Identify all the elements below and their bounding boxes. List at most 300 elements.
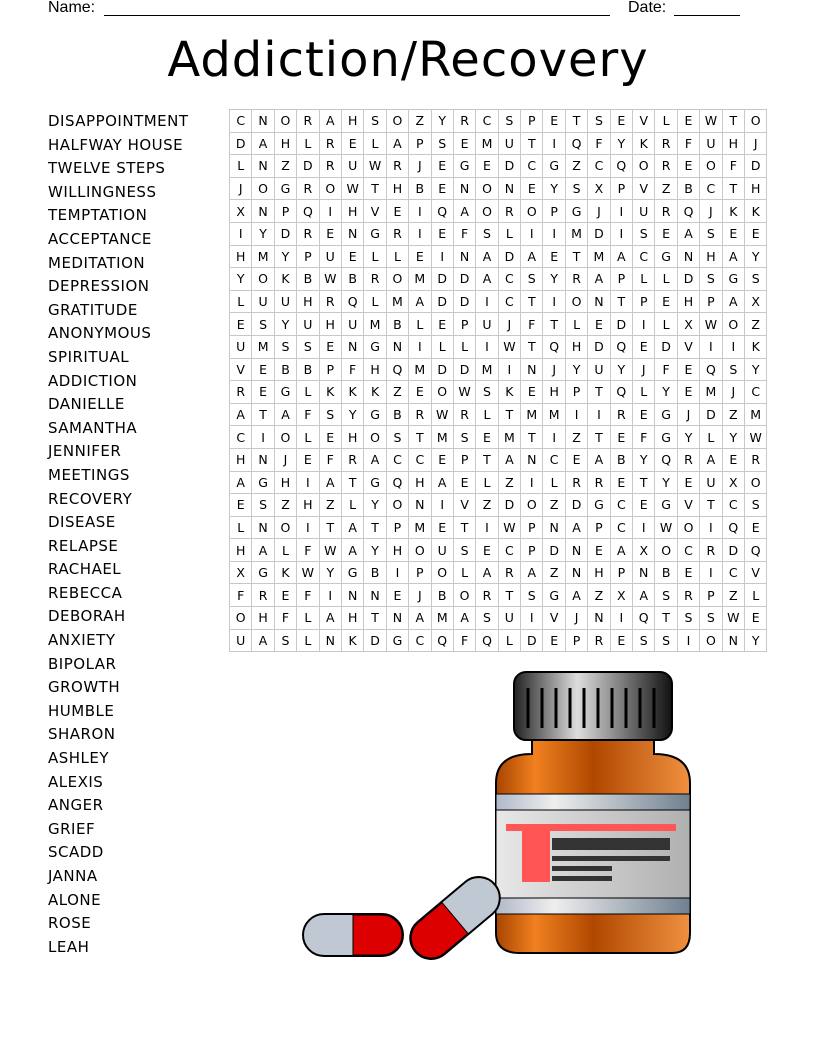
grid-cell[interactable]: V: [677, 335, 699, 358]
grid-cell[interactable]: W: [431, 403, 453, 426]
grid-cell[interactable]: K: [633, 132, 655, 155]
grid-cell[interactable]: C: [700, 177, 722, 200]
grid-cell[interactable]: E: [744, 222, 766, 245]
grid-cell[interactable]: F: [453, 222, 475, 245]
grid-cell[interactable]: Y: [744, 629, 766, 652]
grid-cell[interactable]: D: [274, 222, 296, 245]
grid-cell[interactable]: E: [677, 155, 699, 178]
grid-cell[interactable]: G: [252, 471, 274, 494]
grid-cell[interactable]: O: [386, 494, 408, 517]
grid-cell[interactable]: R: [319, 290, 341, 313]
grid-cell[interactable]: W: [453, 381, 475, 404]
grid-cell[interactable]: I: [386, 561, 408, 584]
grid-cell[interactable]: L: [498, 629, 520, 652]
grid-cell[interactable]: S: [633, 629, 655, 652]
grid-cell[interactable]: R: [252, 584, 274, 607]
grid-cell[interactable]: L: [274, 539, 296, 562]
grid-cell[interactable]: Z: [543, 561, 565, 584]
grid-cell[interactable]: V: [677, 494, 699, 517]
grid-cell[interactable]: Q: [386, 471, 408, 494]
grid-cell[interactable]: B: [297, 358, 319, 381]
grid-cell[interactable]: N: [252, 110, 274, 133]
grid-cell[interactable]: L: [386, 245, 408, 268]
grid-cell[interactable]: A: [341, 516, 363, 539]
grid-cell[interactable]: O: [386, 268, 408, 291]
grid-cell[interactable]: N: [364, 584, 386, 607]
grid-cell[interactable]: I: [319, 200, 341, 223]
grid-cell[interactable]: J: [700, 200, 722, 223]
grid-cell[interactable]: U: [476, 313, 498, 336]
grid-cell[interactable]: S: [565, 177, 587, 200]
grid-cell[interactable]: A: [230, 403, 252, 426]
grid-cell[interactable]: M: [409, 358, 431, 381]
grid-cell[interactable]: G: [453, 155, 475, 178]
grid-cell[interactable]: S: [252, 313, 274, 336]
grid-cell[interactable]: A: [610, 539, 632, 562]
grid-cell[interactable]: M: [700, 381, 722, 404]
grid-cell[interactable]: Y: [744, 358, 766, 381]
grid-cell[interactable]: Y: [431, 110, 453, 133]
grid-cell[interactable]: W: [498, 335, 520, 358]
grid-cell[interactable]: S: [274, 335, 296, 358]
grid-cell[interactable]: D: [543, 539, 565, 562]
grid-cell[interactable]: E: [476, 539, 498, 562]
grid-cell[interactable]: O: [230, 607, 252, 630]
grid-cell[interactable]: A: [252, 132, 274, 155]
date-field[interactable]: [674, 15, 740, 16]
grid-cell[interactable]: N: [521, 358, 543, 381]
grid-cell[interactable]: T: [610, 290, 632, 313]
grid-cell[interactable]: P: [409, 561, 431, 584]
grid-cell[interactable]: E: [319, 222, 341, 245]
grid-cell[interactable]: D: [744, 155, 766, 178]
grid-cell[interactable]: H: [700, 245, 722, 268]
grid-cell[interactable]: P: [319, 358, 341, 381]
grid-cell[interactable]: L: [565, 313, 587, 336]
grid-cell[interactable]: G: [588, 494, 610, 517]
grid-cell[interactable]: T: [319, 516, 341, 539]
grid-cell[interactable]: I: [543, 132, 565, 155]
grid-cell[interactable]: I: [700, 516, 722, 539]
grid-cell[interactable]: O: [386, 110, 408, 133]
grid-cell[interactable]: S: [297, 335, 319, 358]
grid-cell[interactable]: G: [655, 426, 677, 449]
grid-cell[interactable]: S: [453, 539, 475, 562]
grid-cell[interactable]: N: [633, 561, 655, 584]
grid-cell[interactable]: A: [677, 222, 699, 245]
grid-cell[interactable]: I: [521, 607, 543, 630]
grid-cell[interactable]: F: [633, 426, 655, 449]
grid-cell[interactable]: P: [610, 561, 632, 584]
grid-cell[interactable]: C: [498, 268, 520, 291]
grid-cell[interactable]: E: [633, 335, 655, 358]
grid-cell[interactable]: U: [498, 607, 520, 630]
grid-cell[interactable]: R: [297, 110, 319, 133]
grid-cell[interactable]: C: [409, 448, 431, 471]
grid-cell[interactable]: F: [230, 584, 252, 607]
grid-cell[interactable]: G: [364, 335, 386, 358]
grid-cell[interactable]: R: [655, 155, 677, 178]
grid-cell[interactable]: W: [744, 426, 766, 449]
grid-cell[interactable]: A: [476, 561, 498, 584]
grid-cell[interactable]: E: [655, 222, 677, 245]
grid-cell[interactable]: M: [431, 607, 453, 630]
grid-cell[interactable]: R: [409, 403, 431, 426]
grid-cell[interactable]: O: [252, 268, 274, 291]
grid-cell[interactable]: O: [476, 200, 498, 223]
grid-cell[interactable]: D: [655, 335, 677, 358]
grid-cell[interactable]: U: [700, 132, 722, 155]
grid-cell[interactable]: H: [252, 607, 274, 630]
grid-cell[interactable]: R: [677, 448, 699, 471]
grid-cell[interactable]: O: [722, 313, 744, 336]
grid-cell[interactable]: E: [476, 155, 498, 178]
grid-cell[interactable]: R: [588, 629, 610, 652]
grid-cell[interactable]: G: [364, 403, 386, 426]
grid-cell[interactable]: P: [565, 629, 587, 652]
grid-cell[interactable]: J: [409, 155, 431, 178]
grid-cell[interactable]: F: [297, 539, 319, 562]
grid-cell[interactable]: B: [677, 177, 699, 200]
grid-cell[interactable]: E: [230, 313, 252, 336]
grid-cell[interactable]: A: [409, 290, 431, 313]
grid-cell[interactable]: G: [655, 494, 677, 517]
grid-cell[interactable]: E: [744, 607, 766, 630]
grid-cell[interactable]: L: [297, 381, 319, 404]
grid-cell[interactable]: R: [297, 222, 319, 245]
grid-cell[interactable]: U: [319, 245, 341, 268]
grid-cell[interactable]: N: [565, 561, 587, 584]
grid-cell[interactable]: G: [274, 177, 296, 200]
grid-cell[interactable]: D: [431, 290, 453, 313]
grid-cell[interactable]: T: [521, 132, 543, 155]
grid-cell[interactable]: E: [722, 222, 744, 245]
grid-cell[interactable]: S: [386, 426, 408, 449]
grid-cell[interactable]: A: [588, 268, 610, 291]
grid-cell[interactable]: R: [386, 222, 408, 245]
grid-cell[interactable]: U: [230, 629, 252, 652]
grid-cell[interactable]: M: [409, 516, 431, 539]
grid-cell[interactable]: N: [341, 222, 363, 245]
grid-cell[interactable]: S: [521, 268, 543, 291]
grid-cell[interactable]: H: [341, 426, 363, 449]
grid-cell[interactable]: Z: [274, 155, 296, 178]
grid-cell[interactable]: C: [610, 516, 632, 539]
grid-cell[interactable]: L: [409, 313, 431, 336]
grid-cell[interactable]: E: [431, 177, 453, 200]
grid-cell[interactable]: I: [476, 335, 498, 358]
grid-cell[interactable]: P: [610, 177, 632, 200]
grid-cell[interactable]: S: [274, 629, 296, 652]
grid-cell[interactable]: U: [341, 155, 363, 178]
grid-cell[interactable]: Y: [364, 494, 386, 517]
grid-cell[interactable]: L: [498, 222, 520, 245]
grid-cell[interactable]: L: [476, 471, 498, 494]
grid-cell[interactable]: C: [498, 290, 520, 313]
grid-cell[interactable]: J: [409, 584, 431, 607]
grid-cell[interactable]: Z: [655, 177, 677, 200]
grid-cell[interactable]: G: [364, 222, 386, 245]
grid-cell[interactable]: Q: [543, 335, 565, 358]
grid-cell[interactable]: W: [655, 516, 677, 539]
grid-cell[interactable]: E: [610, 629, 632, 652]
grid-cell[interactable]: L: [700, 426, 722, 449]
grid-cell[interactable]: L: [431, 335, 453, 358]
grid-cell[interactable]: O: [274, 426, 296, 449]
grid-cell[interactable]: M: [364, 313, 386, 336]
grid-cell[interactable]: A: [453, 200, 475, 223]
grid-cell[interactable]: Q: [722, 516, 744, 539]
grid-cell[interactable]: H: [274, 132, 296, 155]
grid-cell[interactable]: L: [297, 132, 319, 155]
grid-cell[interactable]: G: [274, 381, 296, 404]
grid-cell[interactable]: S: [744, 268, 766, 291]
grid-cell[interactable]: C: [588, 155, 610, 178]
grid-cell[interactable]: N: [386, 335, 408, 358]
grid-cell[interactable]: T: [588, 381, 610, 404]
grid-cell[interactable]: E: [431, 155, 453, 178]
grid-cell[interactable]: T: [655, 607, 677, 630]
grid-cell[interactable]: L: [453, 561, 475, 584]
grid-cell[interactable]: A: [453, 607, 475, 630]
grid-cell[interactable]: Y: [655, 381, 677, 404]
grid-cell[interactable]: I: [431, 494, 453, 517]
grid-cell[interactable]: O: [744, 110, 766, 133]
grid-cell[interactable]: M: [252, 335, 274, 358]
grid-cell[interactable]: Y: [274, 313, 296, 336]
grid-cell[interactable]: E: [341, 245, 363, 268]
grid-cell[interactable]: A: [386, 132, 408, 155]
grid-cell[interactable]: F: [319, 448, 341, 471]
grid-cell[interactable]: T: [498, 403, 520, 426]
grid-cell[interactable]: M: [565, 222, 587, 245]
grid-cell[interactable]: B: [431, 584, 453, 607]
grid-cell[interactable]: A: [610, 245, 632, 268]
grid-cell[interactable]: T: [453, 516, 475, 539]
grid-cell[interactable]: E: [319, 335, 341, 358]
grid-cell[interactable]: E: [610, 471, 632, 494]
grid-cell[interactable]: I: [476, 290, 498, 313]
grid-cell[interactable]: O: [677, 516, 699, 539]
grid-cell[interactable]: K: [341, 381, 363, 404]
grid-cell[interactable]: L: [364, 132, 386, 155]
grid-cell[interactable]: H: [565, 335, 587, 358]
grid-cell[interactable]: T: [588, 426, 610, 449]
grid-cell[interactable]: G: [543, 155, 565, 178]
name-field[interactable]: [104, 15, 610, 16]
grid-cell[interactable]: T: [341, 471, 363, 494]
grid-cell[interactable]: N: [252, 448, 274, 471]
grid-cell[interactable]: Z: [319, 494, 341, 517]
grid-cell[interactable]: Y: [744, 245, 766, 268]
grid-cell[interactable]: I: [297, 516, 319, 539]
grid-cell[interactable]: Q: [431, 629, 453, 652]
grid-cell[interactable]: N: [341, 335, 363, 358]
grid-cell[interactable]: P: [543, 200, 565, 223]
grid-cell[interactable]: O: [364, 426, 386, 449]
grid-cell[interactable]: V: [744, 561, 766, 584]
grid-cell[interactable]: O: [521, 200, 543, 223]
grid-cell[interactable]: J: [274, 448, 296, 471]
grid-cell[interactable]: L: [655, 268, 677, 291]
grid-cell[interactable]: R: [498, 561, 520, 584]
grid-cell[interactable]: J: [498, 313, 520, 336]
grid-cell[interactable]: U: [588, 358, 610, 381]
grid-cell[interactable]: E: [431, 448, 453, 471]
grid-cell[interactable]: E: [543, 629, 565, 652]
grid-cell[interactable]: D: [453, 268, 475, 291]
grid-cell[interactable]: D: [677, 268, 699, 291]
grid-cell[interactable]: S: [476, 607, 498, 630]
grid-cell[interactable]: C: [498, 539, 520, 562]
grid-cell[interactable]: J: [588, 200, 610, 223]
grid-cell[interactable]: Y: [655, 471, 677, 494]
grid-cell[interactable]: H: [409, 471, 431, 494]
grid-cell[interactable]: C: [230, 426, 252, 449]
grid-cell[interactable]: O: [744, 471, 766, 494]
grid-cell[interactable]: P: [521, 539, 543, 562]
grid-cell[interactable]: E: [431, 516, 453, 539]
grid-cell[interactable]: I: [543, 222, 565, 245]
grid-cell[interactable]: T: [565, 245, 587, 268]
grid-cell[interactable]: U: [633, 200, 655, 223]
grid-cell[interactable]: T: [409, 426, 431, 449]
grid-cell[interactable]: U: [431, 539, 453, 562]
grid-cell[interactable]: L: [476, 403, 498, 426]
grid-cell[interactable]: G: [364, 471, 386, 494]
grid-cell[interactable]: E: [588, 539, 610, 562]
grid-cell[interactable]: D: [498, 245, 520, 268]
grid-cell[interactable]: R: [655, 132, 677, 155]
grid-cell[interactable]: E: [341, 132, 363, 155]
grid-cell[interactable]: H: [386, 539, 408, 562]
grid-cell[interactable]: A: [431, 471, 453, 494]
grid-cell[interactable]: K: [364, 381, 386, 404]
grid-cell[interactable]: A: [364, 448, 386, 471]
grid-cell[interactable]: E: [431, 222, 453, 245]
grid-cell[interactable]: Q: [476, 629, 498, 652]
grid-cell[interactable]: E: [319, 426, 341, 449]
grid-cell[interactable]: P: [700, 290, 722, 313]
grid-cell[interactable]: H: [386, 177, 408, 200]
grid-cell[interactable]: E: [633, 403, 655, 426]
grid-cell[interactable]: A: [521, 561, 543, 584]
grid-cell[interactable]: Q: [744, 539, 766, 562]
grid-cell[interactable]: E: [543, 245, 565, 268]
grid-cell[interactable]: U: [341, 313, 363, 336]
grid-cell[interactable]: H: [341, 110, 363, 133]
grid-cell[interactable]: I: [633, 516, 655, 539]
grid-cell[interactable]: E: [744, 516, 766, 539]
grid-cell[interactable]: N: [588, 607, 610, 630]
grid-cell[interactable]: W: [341, 177, 363, 200]
grid-cell[interactable]: I: [700, 335, 722, 358]
grid-cell[interactable]: Y: [565, 358, 587, 381]
grid-cell[interactable]: R: [498, 200, 520, 223]
grid-cell[interactable]: J: [565, 607, 587, 630]
grid-cell[interactable]: O: [633, 155, 655, 178]
grid-cell[interactable]: L: [655, 313, 677, 336]
grid-cell[interactable]: E: [677, 381, 699, 404]
grid-cell[interactable]: Z: [722, 403, 744, 426]
grid-cell[interactable]: S: [453, 426, 475, 449]
grid-cell[interactable]: O: [409, 539, 431, 562]
grid-cell[interactable]: S: [633, 222, 655, 245]
grid-cell[interactable]: C: [722, 561, 744, 584]
grid-cell[interactable]: X: [588, 177, 610, 200]
grid-cell[interactable]: R: [297, 177, 319, 200]
grid-cell[interactable]: S: [655, 584, 677, 607]
grid-cell[interactable]: J: [744, 132, 766, 155]
grid-cell[interactable]: L: [230, 155, 252, 178]
grid-cell[interactable]: A: [700, 448, 722, 471]
grid-cell[interactable]: T: [498, 584, 520, 607]
grid-cell[interactable]: T: [722, 110, 744, 133]
grid-cell[interactable]: D: [588, 222, 610, 245]
grid-cell[interactable]: R: [319, 155, 341, 178]
grid-cell[interactable]: H: [319, 313, 341, 336]
grid-cell[interactable]: H: [744, 177, 766, 200]
grid-cell[interactable]: A: [230, 471, 252, 494]
grid-cell[interactable]: D: [297, 155, 319, 178]
grid-cell[interactable]: D: [565, 494, 587, 517]
grid-cell[interactable]: N: [341, 584, 363, 607]
grid-cell[interactable]: E: [521, 177, 543, 200]
grid-cell[interactable]: I: [543, 426, 565, 449]
grid-cell[interactable]: O: [655, 539, 677, 562]
grid-cell[interactable]: B: [655, 561, 677, 584]
grid-cell[interactable]: K: [274, 561, 296, 584]
grid-cell[interactable]: C: [409, 629, 431, 652]
grid-cell[interactable]: D: [588, 335, 610, 358]
grid-cell[interactable]: I: [633, 313, 655, 336]
grid-cell[interactable]: R: [341, 448, 363, 471]
grid-cell[interactable]: Q: [565, 132, 587, 155]
grid-cell[interactable]: S: [431, 132, 453, 155]
grid-cell[interactable]: H: [297, 494, 319, 517]
grid-cell[interactable]: D: [431, 358, 453, 381]
grid-cell[interactable]: I: [498, 358, 520, 381]
grid-cell[interactable]: D: [431, 268, 453, 291]
grid-cell[interactable]: L: [655, 110, 677, 133]
grid-cell[interactable]: I: [588, 403, 610, 426]
grid-cell[interactable]: R: [319, 132, 341, 155]
grid-cell[interactable]: P: [633, 290, 655, 313]
grid-cell[interactable]: L: [230, 516, 252, 539]
grid-cell[interactable]: P: [521, 110, 543, 133]
grid-cell[interactable]: Q: [700, 358, 722, 381]
grid-cell[interactable]: I: [521, 471, 543, 494]
grid-cell[interactable]: V: [453, 494, 475, 517]
grid-cell[interactable]: I: [610, 607, 632, 630]
grid-cell[interactable]: O: [274, 516, 296, 539]
grid-cell[interactable]: A: [722, 245, 744, 268]
grid-cell[interactable]: U: [274, 290, 296, 313]
grid-cell[interactable]: N: [565, 539, 587, 562]
grid-cell[interactable]: N: [252, 200, 274, 223]
grid-cell[interactable]: F: [453, 629, 475, 652]
grid-cell[interactable]: E: [409, 381, 431, 404]
grid-cell[interactable]: P: [453, 448, 475, 471]
grid-cell[interactable]: Y: [252, 222, 274, 245]
grid-cell[interactable]: P: [588, 516, 610, 539]
grid-cell[interactable]: C: [722, 494, 744, 517]
grid-cell[interactable]: R: [677, 584, 699, 607]
grid-cell[interactable]: E: [453, 471, 475, 494]
grid-cell[interactable]: E: [386, 200, 408, 223]
grid-cell[interactable]: H: [341, 200, 363, 223]
grid-cell[interactable]: E: [521, 381, 543, 404]
